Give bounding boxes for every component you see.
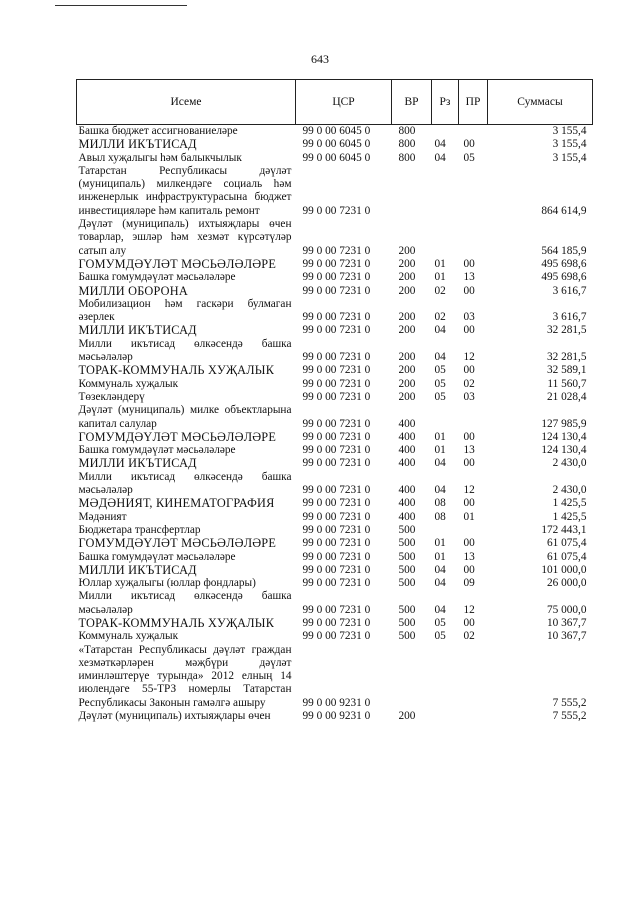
cell-csr: 99 0 00 7231 0 [302, 550, 371, 563]
table-row [77, 710, 593, 723]
cell-sum: 495 698,6 [541, 271, 587, 284]
cell-vr: 500 [398, 616, 416, 629]
cell-rz [432, 644, 459, 710]
cell-name: Милли икътисад өлкәсендә башка мәсьәләләр [78, 337, 292, 364]
cell-csr: 99 0 00 6045 0 [302, 125, 371, 137]
cell-vr: 200 [398, 364, 416, 377]
cell-rz: 05 [434, 377, 446, 390]
cell-csr: 99 0 00 7231 0 [302, 311, 371, 324]
cell-csr: 99 0 00 7231 0 [302, 630, 371, 643]
cell-sum: 1 425,5 [552, 510, 587, 523]
cell-rz: 04 [434, 563, 446, 576]
cell-sum: 124 130,4 [541, 444, 587, 457]
cell-pr: 05 [463, 151, 475, 164]
table-body [77, 125, 593, 724]
cell-csr: 99 0 00 7231 0 [302, 523, 371, 536]
cell-pr: 02 [463, 377, 475, 390]
cell-pr: 00 [463, 563, 475, 576]
cell-name: МИЛЛИ ОБОРОНА [78, 283, 188, 298]
cell-pr: 03 [463, 311, 475, 324]
table-row [77, 138, 593, 151]
cell-pr [459, 710, 488, 723]
cell-csr: 99 0 00 7231 0 [302, 284, 371, 297]
cell-pr: 13 [463, 550, 475, 563]
cell-vr: 200 [398, 351, 416, 364]
cell-vr: 400 [398, 510, 416, 523]
cell-name: Башка гомумдәүләт мәсьәләләре [78, 271, 236, 284]
cell-rz: 02 [434, 311, 446, 324]
cell-name: Башка гомумдәүләт мәсьәләләре [78, 444, 236, 457]
cell-sum: 101 000,0 [541, 563, 587, 576]
cell-rz: 01 [434, 430, 446, 443]
cell-vr: 400 [398, 417, 416, 430]
cell-rz: 04 [434, 577, 446, 590]
col-header-name: Исеме [77, 80, 296, 125]
cell-csr: 99 0 00 7231 0 [302, 484, 371, 497]
cell-sum: 61 075,4 [546, 550, 587, 563]
cell-csr: 99 0 00 7231 0 [302, 244, 371, 257]
cell-pr: 00 [463, 457, 475, 470]
cell-sum: 3 155,4 [552, 151, 587, 164]
cell-rz: 08 [434, 510, 446, 523]
table-row [77, 218, 593, 258]
cell-csr: 99 0 00 7231 0 [302, 417, 371, 430]
cell-sum: 32 281,5 [546, 351, 587, 364]
cell-name: ТОРАК-КОММУНАЛЬ ХУҖАЛЫК [78, 363, 275, 378]
header-rule [55, 5, 187, 6]
cell-name: «Татарстан Республикасы дәүләт граждан хезмәткәрләрен мәҗбүри дәүләт иминләштерүе турында» 2012 елның 14 июлендәге 55-ТРЗ номерлы Татарстан Республикасы Законын гамәлгә ашыру [78, 643, 292, 709]
cell-sum: 10 367,7 [546, 616, 587, 629]
cell-pr: 00 [463, 257, 475, 270]
cell-rz: 05 [434, 390, 446, 403]
cell-name: Төзекләндерү [78, 390, 145, 403]
cell-sum: 26 000,0 [546, 577, 587, 590]
cell-vr: 500 [398, 550, 416, 563]
cell-sum: 21 028,4 [546, 390, 587, 403]
cell-csr: 99 0 00 7231 0 [302, 204, 371, 217]
cell-sum: 10 367,7 [546, 630, 587, 643]
cell-pr [459, 165, 488, 218]
cell-rz [432, 524, 459, 537]
table-row [77, 338, 593, 365]
cell-vr: 500 [398, 537, 416, 550]
cell-name: Милли икътисад өлкәсендә башка мәсьәләләр [78, 590, 292, 616]
cell-rz: 04 [434, 324, 446, 337]
cell-rz: 01 [434, 444, 446, 457]
table-row [77, 551, 593, 564]
cell-pr [459, 125, 488, 139]
cell-rz: 04 [434, 138, 446, 151]
table-row [77, 404, 593, 431]
cell-rz [432, 710, 459, 723]
cell-rz: 01 [434, 537, 446, 550]
cell-csr: 99 0 00 7231 0 [302, 364, 371, 377]
table-row [77, 630, 593, 643]
cell-sum: 124 130,4 [541, 430, 587, 443]
cell-csr: 99 0 00 7231 0 [302, 510, 371, 523]
cell-name: Коммуналь хуҗалык [78, 377, 179, 390]
cell-name: Милли икътисад өлкәсендә башка мәсьәләләр [78, 470, 292, 497]
cell-name: Башка бюджет ассигнованиеләре [78, 125, 238, 137]
cell-sum: 172 443,1 [541, 523, 587, 536]
table-row [77, 644, 593, 710]
cell-name: ТОРАК-КОММУНАЛЬ ХУҖАЛЫК [78, 615, 275, 630]
cell-pr: 00 [463, 138, 475, 151]
table-header-row [77, 80, 593, 125]
cell-csr: 99 0 00 7231 0 [302, 497, 371, 510]
cell-pr: 12 [463, 484, 475, 497]
cell-vr: 500 [398, 603, 416, 616]
cell-pr: 00 [463, 364, 475, 377]
cell-rz [432, 125, 459, 139]
table-row [77, 324, 593, 337]
cell-sum: 32 589,1 [546, 364, 587, 377]
cell-pr: 02 [463, 630, 475, 643]
table-row [77, 378, 593, 391]
cell-csr: 99 0 00 7231 0 [302, 324, 371, 337]
table-row [77, 165, 593, 218]
cell-rz: 04 [434, 151, 446, 164]
cell-vr: 400 [398, 444, 416, 457]
table-row [77, 590, 593, 617]
table-row [77, 391, 593, 404]
cell-sum: 3 155,4 [552, 125, 587, 137]
table-row [77, 537, 593, 550]
table-row [77, 125, 593, 139]
table-row [77, 497, 593, 510]
cell-vr: 200 [398, 377, 416, 390]
cell-sum: 7 555,2 [552, 710, 587, 723]
cell-pr [459, 218, 488, 258]
table-row [77, 524, 593, 537]
cell-csr: 99 0 00 7231 0 [302, 537, 371, 550]
cell-name: Авыл хуҗалыгы һәм балыкчылык [78, 151, 242, 164]
table-row [77, 364, 593, 377]
cell-pr: 00 [463, 616, 475, 629]
table-row [77, 298, 593, 325]
cell-sum: 3 616,7 [552, 311, 587, 324]
cell-rz: 05 [434, 364, 446, 377]
col-header-sum: Суммасы [488, 80, 593, 125]
table-row [77, 457, 593, 470]
cell-sum: 127 985,9 [541, 417, 587, 430]
table-row [77, 617, 593, 630]
cell-vr: 400 [398, 457, 416, 470]
cell-rz [432, 404, 459, 431]
table-row [77, 444, 593, 457]
cell-pr [459, 524, 488, 537]
cell-rz: 05 [434, 630, 446, 643]
cell-sum: 3 616,7 [552, 284, 587, 297]
cell-sum: 75 000,0 [546, 603, 587, 616]
cell-sum: 864 614,9 [541, 204, 587, 217]
col-header-csr: ЦСР [296, 80, 392, 125]
cell-csr: 99 0 00 7231 0 [302, 616, 371, 629]
cell-pr: 00 [463, 497, 475, 510]
cell-rz: 02 [434, 284, 446, 297]
cell-vr [392, 165, 432, 218]
cell-vr: 200 [398, 390, 416, 403]
cell-rz: 04 [434, 484, 446, 497]
cell-vr: 500 [398, 563, 416, 576]
cell-rz [432, 165, 459, 218]
cell-csr: 99 0 00 7231 0 [302, 390, 371, 403]
cell-vr: 400 [398, 430, 416, 443]
cell-pr: 00 [463, 537, 475, 550]
cell-name: Юллар хуҗалыгы (юллар фондлары) [78, 577, 256, 590]
cell-sum: 1 425,5 [552, 497, 587, 510]
cell-rz: 04 [434, 603, 446, 616]
col-header-vr: ВР [392, 80, 432, 125]
cell-name: Дәүләт (муниципаль) милке объектларына капитал салулар [78, 404, 292, 430]
cell-csr: 99 0 00 7231 0 [302, 271, 371, 284]
cell-name: МИЛЛИ ИКЪТИСАД [78, 456, 197, 471]
table-row [77, 258, 593, 271]
cell-name: Дәүләт (муниципаль) ихтыяҗлары өчен товарлар, эшләр һәм хезмәт күрсәтүләр сатып алу [78, 218, 292, 257]
cell-csr: 99 0 00 6045 0 [302, 151, 371, 164]
cell-rz: 05 [434, 616, 446, 629]
cell-rz: 01 [434, 271, 446, 284]
cell-pr: 13 [463, 271, 475, 284]
cell-name: Мәдәният [78, 510, 127, 523]
table-row [77, 471, 593, 498]
cell-sum: 495 698,6 [541, 257, 587, 270]
cell-pr: 00 [463, 324, 475, 337]
table-row [77, 511, 593, 524]
cell-rz: 08 [434, 497, 446, 510]
cell-sum: 564 185,9 [541, 244, 587, 257]
table-row [77, 152, 593, 165]
page-number: 643 [311, 52, 329, 66]
cell-name: Татарстан Республикасы дәүләт (муниципаль) милкендәге социаль һәм инженерлык инфраструктурасына бюджет инвестицияләре һәм капиталь ремонт [78, 164, 292, 217]
cell-pr: 03 [463, 390, 475, 403]
cell-name: МИЛЛИ ИКЪТИСАД [78, 562, 197, 577]
cell-csr: 99 0 00 7231 0 [302, 457, 371, 470]
cell-name: Бюджетара трансфертлар [78, 523, 201, 536]
cell-rz [432, 218, 459, 258]
col-header-rz: Рз [432, 80, 459, 125]
cell-pr [459, 404, 488, 431]
cell-csr: 99 0 00 9231 0 [302, 696, 371, 709]
cell-name: Башка гомумдәүләт мәсьәләләре [78, 550, 236, 563]
cell-vr: 800 [398, 138, 416, 151]
cell-vr: 200 [398, 324, 416, 337]
cell-name: Коммуналь хуҗалык [78, 630, 179, 643]
cell-csr: 99 0 00 7231 0 [302, 257, 371, 270]
cell-sum: 32 281,5 [546, 324, 587, 337]
cell-vr: 200 [398, 244, 416, 257]
cell-vr: 200 [398, 311, 416, 324]
table-row [77, 431, 593, 444]
cell-csr: 99 0 00 7231 0 [302, 577, 371, 590]
cell-vr: 400 [398, 484, 416, 497]
cell-pr: 01 [463, 510, 475, 523]
cell-csr: 99 0 00 7231 0 [302, 377, 371, 390]
cell-pr: 13 [463, 444, 475, 457]
cell-vr: 500 [398, 523, 416, 536]
cell-name: Мобилизацион һәм гаскәри булмаган әзерлек [78, 297, 292, 324]
cell-sum: 3 155,4 [552, 138, 587, 151]
cell-name: Дәүләт (муниципаль) ихтыяҗлары өчен [78, 710, 271, 723]
cell-pr: 00 [463, 284, 475, 297]
cell-sum: 7 555,2 [552, 696, 587, 709]
cell-vr: 200 [398, 271, 416, 284]
cell-vr: 500 [398, 577, 416, 590]
cell-csr: 99 0 00 7231 0 [302, 444, 371, 457]
cell-name: ГОМУМДӘҮЛӘТ МӘСЬӘЛӘЛӘРЕ [78, 429, 277, 444]
table-row [77, 285, 593, 298]
cell-csr: 99 0 00 7231 0 [302, 603, 371, 616]
cell-sum: 11 560,7 [547, 377, 587, 390]
cell-rz: 01 [434, 257, 446, 270]
cell-sum: 61 075,4 [546, 537, 587, 550]
cell-vr: 200 [398, 284, 416, 297]
cell-pr: 00 [463, 430, 475, 443]
cell-name: МИЛЛИ ИКЪТИСАД [78, 323, 197, 338]
cell-csr: 99 0 00 9231 0 [302, 710, 371, 723]
col-header-pr: ПР [459, 80, 488, 125]
cell-vr: 500 [398, 630, 416, 643]
cell-sum: 2 430,0 [552, 457, 587, 470]
cell-csr: 99 0 00 7231 0 [302, 430, 371, 443]
cell-csr: 99 0 00 7231 0 [302, 351, 371, 364]
cell-rz: 01 [434, 550, 446, 563]
table-row [77, 564, 593, 577]
cell-vr [392, 644, 432, 710]
cell-vr: 200 [398, 710, 416, 723]
cell-pr [459, 644, 488, 710]
cell-pr: 09 [463, 577, 475, 590]
cell-csr: 99 0 00 7231 0 [302, 563, 371, 576]
cell-name: МИЛЛИ ИКЪТИСАД [78, 137, 197, 152]
table-row [77, 271, 593, 284]
cell-vr: 200 [398, 257, 416, 270]
cell-pr: 12 [463, 351, 475, 364]
cell-name: ГОМУМДӘҮЛӘТ МӘСЬӘЛӘЛӘРЕ [78, 256, 277, 271]
cell-pr: 12 [463, 603, 475, 616]
cell-name: МӘДӘНИЯТ, КИНЕМАТОГРАФИЯ [78, 496, 275, 511]
cell-sum: 2 430,0 [552, 484, 587, 497]
cell-rz: 04 [434, 351, 446, 364]
cell-rz: 04 [434, 457, 446, 470]
budget-table [76, 79, 593, 723]
cell-name: ГОМУМДӘҮЛӘТ МӘСЬӘЛӘЛӘРЕ [78, 536, 277, 551]
cell-csr: 99 0 00 6045 0 [302, 138, 371, 151]
cell-vr: 800 [398, 125, 416, 137]
cell-vr: 400 [398, 497, 416, 510]
table-row [77, 577, 593, 590]
cell-vr: 800 [398, 151, 416, 164]
